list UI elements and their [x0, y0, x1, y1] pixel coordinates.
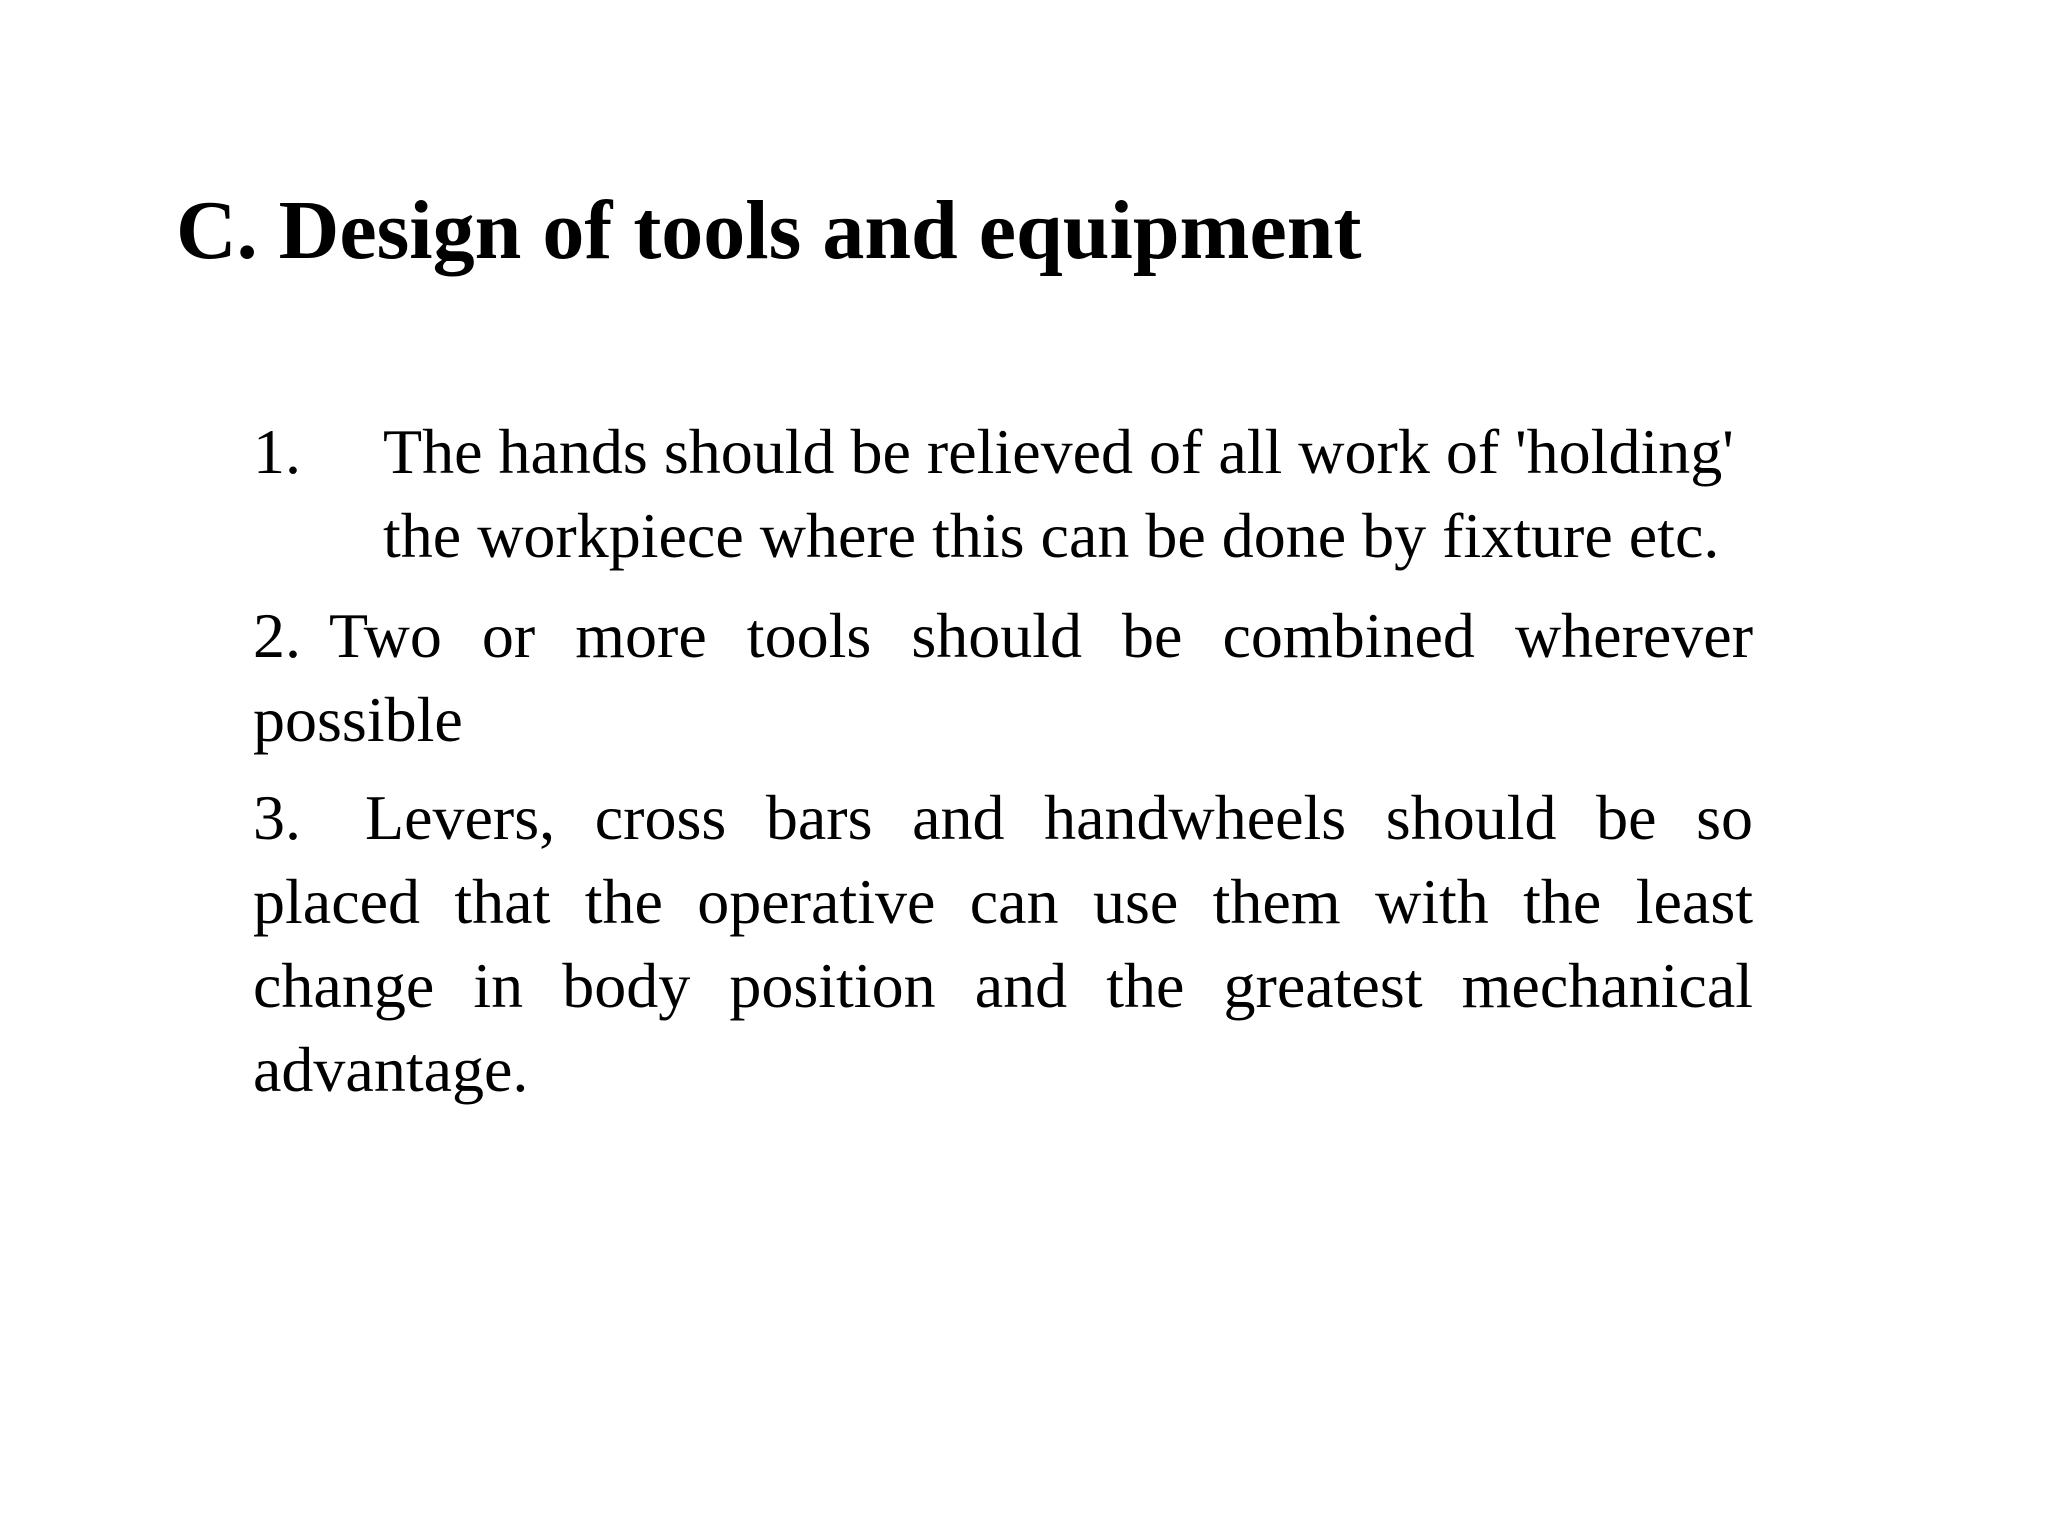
list-item-1: [253, 410, 1913, 578]
list-item-number: 3.: [253, 782, 301, 853]
list-item-line: the workpiece where this can be done by fixture etc.: [383, 500, 1720, 571]
slide-title: C. Design of tools and equipment: [176, 184, 1362, 277]
list-item-2: [253, 594, 1753, 762]
list-item-text: Two or more tools should be combined wherever possible: [253, 600, 1753, 755]
list-item-3: [253, 776, 1753, 1112]
list-item-text: Levers, cross bars and handwheels should be so placed that the operative can use them with the least change in body position and the greatest mechanical advantage.: [253, 782, 1753, 1105]
list-item-line: The hands should be relieved of all work of 'holding': [383, 416, 1734, 487]
list-item-number: 2.: [253, 600, 301, 671]
list-item-number: 1.: [253, 416, 301, 487]
